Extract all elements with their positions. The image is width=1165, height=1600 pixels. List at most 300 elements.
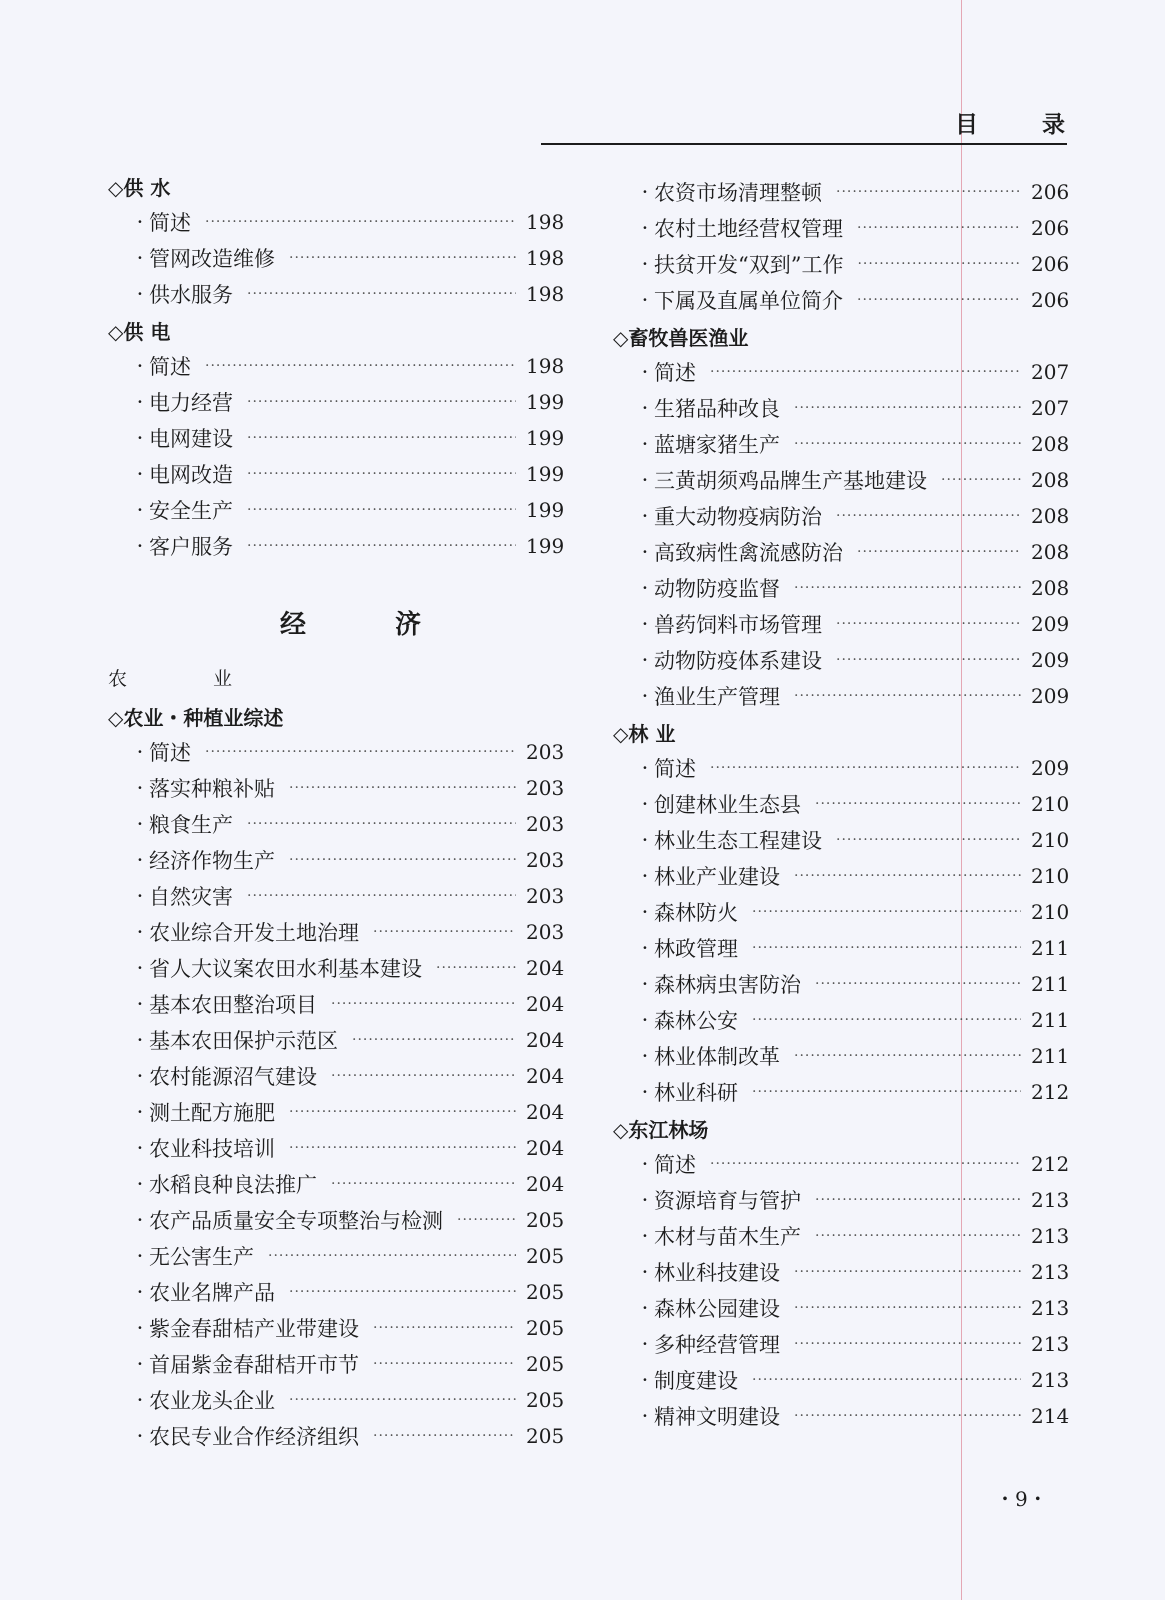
toc-entry[interactable]	[613, 858, 1070, 894]
right-column	[613, 174, 1070, 1434]
entry-title: 林业科技建设	[654, 1261, 780, 1285]
entry-title: 农村能源沼气建设	[149, 1065, 317, 1089]
page-ref: 210	[1031, 828, 1070, 852]
entry-title: 林业生态工程建设	[654, 829, 822, 853]
dot-leader	[815, 796, 1021, 812]
entry-title: 林政管理	[654, 937, 738, 961]
dot-leader	[752, 1372, 1021, 1388]
toc-entry[interactable]	[108, 1202, 565, 1238]
page-ref: 203	[526, 740, 565, 764]
toc-entry[interactable]	[613, 930, 1070, 966]
page-ref: 208	[1031, 576, 1070, 600]
page-ref: 208	[1031, 504, 1070, 528]
dot-leader	[752, 904, 1021, 920]
toc-entry[interactable]	[613, 822, 1070, 858]
dot-leader	[247, 538, 516, 554]
bullet-icon: ·	[641, 576, 649, 600]
toc-entry[interactable]	[613, 498, 1070, 534]
bullet-icon: ·	[641, 1404, 649, 1428]
toc-entry[interactable]	[613, 750, 1070, 786]
bullet-icon: ·	[641, 540, 649, 564]
toc-entry[interactable]	[108, 276, 565, 312]
dot-leader	[247, 394, 516, 410]
page-ref: 214	[1031, 1404, 1070, 1428]
page-ref: 211	[1031, 1044, 1070, 1068]
entry-title: 农资市场清理整顿	[654, 181, 822, 205]
bullet-icon: ·	[136, 210, 144, 234]
section-heading[interactable]: ◇供 水	[108, 175, 171, 200]
dot-leader	[794, 1336, 1021, 1352]
page-ref: 212	[1031, 1152, 1070, 1176]
entry-title: 多种经营管理	[654, 1333, 780, 1357]
entry-title: 农业龙头企业	[149, 1389, 275, 1413]
dot-leader	[331, 1176, 516, 1192]
toc-entry[interactable]	[613, 1254, 1070, 1290]
bullet-icon: ·	[136, 1280, 144, 1304]
bullet-icon: ·	[136, 426, 144, 450]
entry-title: 木材与苗木生产	[654, 1225, 801, 1249]
bullet-icon: ·	[136, 282, 144, 306]
page-ref: 211	[1031, 972, 1070, 996]
page-ref: 208	[1031, 468, 1070, 492]
page-ref: 203	[526, 920, 565, 944]
dot-leader	[331, 1068, 516, 1084]
dot-leader	[794, 688, 1021, 704]
dot-leader	[794, 580, 1021, 596]
page-ref: 212	[1031, 1080, 1070, 1104]
page-ref: 203	[526, 884, 565, 908]
left-column-top	[108, 168, 565, 564]
dot-leader	[289, 1392, 516, 1408]
bullet-icon: ·	[136, 1064, 144, 1088]
toc-entry[interactable]	[613, 174, 1070, 210]
toc-entry[interactable]	[108, 1130, 565, 1166]
toc-entry[interactable]	[613, 606, 1070, 642]
bullet-icon: ·	[641, 1152, 649, 1176]
page-ref: 213	[1031, 1368, 1070, 1392]
page-ref: 213	[1031, 1188, 1070, 1212]
page-ref: 199	[526, 390, 565, 414]
toc-entry[interactable]	[108, 528, 565, 564]
dot-leader	[247, 816, 516, 832]
entry-title: 客户服务	[149, 535, 233, 559]
page-ref: 205	[526, 1316, 565, 1340]
dot-leader	[794, 400, 1021, 416]
bullet-icon: ·	[641, 1368, 649, 1392]
toc-entry[interactable]	[108, 734, 565, 770]
entry-title: 省人大议案农田水利基本建设	[149, 957, 422, 981]
page-ref: 198	[526, 210, 565, 234]
bullet-icon: ·	[641, 1224, 649, 1248]
dot-leader	[457, 1212, 516, 1228]
toc-entry[interactable]	[613, 1002, 1070, 1038]
bullet-icon: ·	[641, 684, 649, 708]
entry-title: 紫金春甜桔产业带建设	[149, 1317, 359, 1341]
entry-title: 重大动物疫病防治	[654, 505, 822, 529]
bullet-icon: ·	[641, 828, 649, 852]
bullet-icon: ·	[136, 462, 144, 486]
dot-leader	[794, 1300, 1021, 1316]
dot-leader	[373, 1356, 516, 1372]
toc-entry[interactable]	[613, 1398, 1070, 1434]
toc-entry[interactable]	[108, 878, 565, 914]
toc-entry[interactable]	[613, 1290, 1070, 1326]
toc-entry[interactable]	[108, 348, 565, 384]
dot-leader	[289, 250, 516, 266]
entry-title: 林业科研	[654, 1081, 738, 1105]
bullet-icon: ·	[136, 1028, 144, 1052]
toc-entry[interactable]	[108, 1238, 565, 1274]
dot-leader	[857, 220, 1021, 236]
entry-title: 水稻良种良法推广	[149, 1173, 317, 1197]
entry-title: 森林防火	[654, 901, 738, 925]
bullet-icon: ·	[136, 390, 144, 414]
bullet-icon: ·	[641, 1080, 649, 1104]
bullet-icon: ·	[641, 1260, 649, 1284]
toc-entry[interactable]	[108, 456, 565, 492]
page-ref: 213	[1031, 1224, 1070, 1248]
dot-leader	[857, 256, 1021, 272]
toc-entry[interactable]	[613, 390, 1070, 426]
dot-leader	[941, 472, 1021, 488]
dot-leader	[752, 940, 1021, 956]
entry-title: 农业综合开发土地治理	[149, 921, 359, 945]
bullet-icon: ·	[641, 1188, 649, 1212]
page-ref: 199	[526, 498, 565, 522]
entry-title: 精神文明建设	[654, 1405, 780, 1429]
page-ref: 198	[526, 282, 565, 306]
bullet-icon: ·	[641, 180, 649, 204]
toc-entry[interactable]	[108, 1346, 565, 1382]
section-heading[interactable]: ◇供 电	[108, 319, 171, 344]
page-ref: 204	[526, 1064, 565, 1088]
entry-title: 电网改造	[149, 463, 233, 487]
dot-leader	[373, 924, 516, 940]
entry-title: 兽药饲料市场管理	[654, 613, 822, 637]
dot-leader	[815, 976, 1021, 992]
entry-title: 基本农田整治项目	[149, 993, 317, 1017]
bullet-icon: ·	[136, 740, 144, 764]
toc-entry[interactable]	[613, 1182, 1070, 1218]
dot-leader	[205, 214, 516, 230]
page-ref: 209	[1031, 648, 1070, 672]
entry-title: 扶贫开发“双到”工作	[654, 253, 844, 277]
entry-title: 农业名牌产品	[149, 1281, 275, 1305]
entry-title: 简述	[149, 211, 191, 235]
entry-title: 渔业生产管理	[654, 685, 780, 709]
toc-entry[interactable]	[108, 240, 565, 276]
entry-title: 安全生产	[149, 499, 233, 523]
toc-entry[interactable]	[108, 1382, 565, 1418]
dot-leader	[710, 364, 1021, 380]
page-ref: 210	[1031, 900, 1070, 924]
entry-title: 供水服务	[149, 283, 233, 307]
entry-title: 资源培育与管护	[654, 1189, 801, 1213]
bullet-icon: ·	[641, 1296, 649, 1320]
dot-leader	[836, 832, 1021, 848]
page-ref: 204	[526, 1136, 565, 1160]
toc-entry[interactable]	[108, 384, 565, 420]
bullet-icon: ·	[136, 534, 144, 558]
entry-title: 林业体制改革	[654, 1045, 780, 1069]
section-heading[interactable]: ◇东江林场	[613, 1117, 709, 1142]
toc-entry[interactable]	[108, 950, 565, 986]
section-heading[interactable]: ◇畜牧兽医渔业	[613, 325, 749, 350]
toc-entry[interactable]	[108, 1166, 565, 1202]
bullet-icon: ·	[136, 1244, 144, 1268]
page-ref: 198	[526, 246, 565, 270]
entry-title: 电网建设	[149, 427, 233, 451]
toc-entry[interactable]	[613, 426, 1070, 462]
entry-title: 简述	[149, 741, 191, 765]
toc-entry[interactable]	[108, 842, 565, 878]
entry-title: 动物防疫监督	[654, 577, 780, 601]
dot-leader	[289, 1140, 516, 1156]
page-ref: 211	[1031, 1008, 1070, 1032]
page-ref: 208	[1031, 540, 1070, 564]
toc-entry[interactable]	[108, 986, 565, 1022]
bullet-icon: ·	[136, 1100, 144, 1124]
toc-entry[interactable]	[613, 966, 1070, 1002]
entry-title: 粮食生产	[149, 813, 233, 837]
bullet-icon: ·	[641, 612, 649, 636]
bullet-icon: ·	[641, 756, 649, 780]
toc-entry[interactable]	[613, 786, 1070, 822]
left-column-bottom	[108, 698, 565, 1454]
page-ref: 205	[526, 1424, 565, 1448]
dot-leader	[247, 888, 516, 904]
toc-entry[interactable]	[613, 354, 1070, 390]
bullet-icon: ·	[136, 1136, 144, 1160]
entry-title: 电力经营	[149, 391, 233, 415]
page-ref: 210	[1031, 792, 1070, 816]
dot-leader	[794, 868, 1021, 884]
dot-leader	[205, 358, 516, 374]
toc-entry[interactable]	[613, 642, 1070, 678]
bullet-icon: ·	[136, 1424, 144, 1448]
bullet-icon: ·	[641, 504, 649, 528]
toc-entry[interactable]	[108, 806, 565, 842]
bullet-icon: ·	[641, 792, 649, 816]
bullet-icon: ·	[641, 432, 649, 456]
entry-title: 三黄胡须鸡品牌生产基地建设	[654, 469, 927, 493]
toc-entry[interactable]	[613, 1326, 1070, 1362]
bullet-icon: ·	[136, 812, 144, 836]
bullet-icon: ·	[136, 1388, 144, 1412]
page-ref: 198	[526, 354, 565, 378]
toc-entry[interactable]	[613, 1218, 1070, 1254]
entry-title: 蓝塘家猪生产	[654, 433, 780, 457]
running-header: 目 录	[955, 112, 1094, 138]
entry-title: 林业产业建设	[654, 865, 780, 889]
toc-entry[interactable]	[108, 1274, 565, 1310]
bullet-icon: ·	[641, 936, 649, 960]
part-title: 经 济	[280, 610, 462, 640]
toc-entry[interactable]	[613, 210, 1070, 246]
dot-leader	[289, 1104, 516, 1120]
page-ref: 208	[1031, 432, 1070, 456]
dot-leader	[247, 430, 516, 446]
toc-entry[interactable]	[108, 770, 565, 806]
bullet-icon: ·	[641, 1332, 649, 1356]
dot-leader	[247, 286, 516, 302]
bullet-icon: ·	[641, 360, 649, 384]
dot-leader	[836, 652, 1021, 668]
entry-title: 农民专业合作经济组织	[149, 1425, 359, 1449]
bullet-icon: ·	[641, 864, 649, 888]
bullet-icon: ·	[136, 354, 144, 378]
toc-entry[interactable]	[108, 1094, 565, 1130]
page-ref: 213	[1031, 1332, 1070, 1356]
entry-title: 创建林业生态县	[654, 793, 801, 817]
page-ref: 207	[1031, 360, 1070, 384]
toc-entry[interactable]	[108, 1022, 565, 1058]
toc-entry[interactable]	[613, 282, 1070, 318]
toc-entry[interactable]	[108, 1310, 565, 1346]
dot-leader	[289, 852, 516, 868]
toc-entry[interactable]	[108, 1418, 565, 1454]
page-ref: 204	[526, 992, 565, 1016]
entry-title: 农业科技培训	[149, 1137, 275, 1161]
toc-entry[interactable]	[613, 1074, 1070, 1110]
entry-title: 制度建设	[654, 1369, 738, 1393]
toc-entry[interactable]	[613, 534, 1070, 570]
dot-leader	[352, 1032, 516, 1048]
entry-title: 简述	[149, 355, 191, 379]
dot-leader	[794, 436, 1021, 452]
dot-leader	[794, 1048, 1021, 1064]
toc-entry[interactable]	[613, 678, 1070, 714]
bullet-icon: ·	[641, 972, 649, 996]
page-ref: 203	[526, 848, 565, 872]
toc-entry[interactable]	[613, 246, 1070, 282]
bullet-icon: ·	[136, 1172, 144, 1196]
toc-entry[interactable]	[613, 1362, 1070, 1398]
entry-title: 自然灾害	[149, 885, 233, 909]
bullet-icon: ·	[641, 468, 649, 492]
page-ref: 205	[526, 1244, 565, 1268]
dot-leader	[289, 1284, 516, 1300]
dot-leader	[268, 1248, 516, 1264]
dot-leader	[331, 996, 516, 1012]
dot-leader	[247, 502, 516, 518]
toc-entry[interactable]	[108, 420, 565, 456]
dot-leader	[815, 1228, 1021, 1244]
bullet-icon: ·	[641, 216, 649, 240]
toc-entry[interactable]	[613, 1146, 1070, 1182]
page-number: ・9・	[995, 1487, 1048, 1511]
page-ref: 203	[526, 776, 565, 800]
bullet-icon: ·	[136, 1208, 144, 1232]
bullet-icon: ·	[136, 1316, 144, 1340]
entry-title: 落实种粮补贴	[149, 777, 275, 801]
bullet-icon: ·	[641, 1044, 649, 1068]
page-ref: 207	[1031, 396, 1070, 420]
page-ref: 199	[526, 426, 565, 450]
dot-leader	[836, 616, 1021, 632]
page-ref: 199	[526, 534, 565, 558]
page-ref: 204	[526, 956, 565, 980]
page-ref: 199	[526, 462, 565, 486]
bullet-icon: ·	[136, 776, 144, 800]
header-rule	[541, 143, 1067, 145]
entry-title: 动物防疫体系建设	[654, 649, 822, 673]
bullet-icon: ·	[641, 900, 649, 924]
page-ref: 205	[526, 1280, 565, 1304]
toc-entry[interactable]	[108, 492, 565, 528]
page-ref: 204	[526, 1028, 565, 1052]
page-ref: 209	[1031, 684, 1070, 708]
page-ref: 203	[526, 812, 565, 836]
entry-title: 首届紫金春甜桔开市节	[149, 1353, 359, 1377]
page-ref: 206	[1031, 180, 1070, 204]
page-ref: 205	[526, 1388, 565, 1412]
bullet-icon: ·	[136, 956, 144, 980]
page-ref: 205	[526, 1352, 565, 1376]
toc-entry[interactable]	[108, 204, 565, 240]
dot-leader	[857, 544, 1021, 560]
entry-title: 森林病虫害防治	[654, 973, 801, 997]
entry-title: 基本农田保护示范区	[149, 1029, 338, 1053]
page-ref: 204	[526, 1172, 565, 1196]
dot-leader	[752, 1084, 1021, 1100]
entry-title: 简述	[654, 1153, 696, 1177]
bullet-icon: ·	[641, 648, 649, 672]
toc-entry[interactable]	[613, 1038, 1070, 1074]
dot-leader	[752, 1012, 1021, 1028]
dot-leader	[247, 466, 516, 482]
dot-leader	[373, 1320, 516, 1336]
entry-title: 高致病性禽流感防治	[654, 541, 843, 565]
dot-leader	[289, 780, 516, 796]
bullet-icon: ·	[641, 1008, 649, 1032]
page-ref: 210	[1031, 864, 1070, 888]
page-ref: 206	[1031, 252, 1070, 276]
entry-title: 森林公园建设	[654, 1297, 780, 1321]
bullet-icon: ·	[641, 396, 649, 420]
bullet-icon: ·	[136, 1352, 144, 1376]
dot-leader	[436, 960, 516, 976]
entry-title: 无公害生产	[149, 1245, 254, 1269]
entry-title: 简述	[654, 361, 696, 385]
entry-title: 森林公安	[654, 1009, 738, 1033]
bullet-icon: ·	[136, 992, 144, 1016]
entry-title: 农村土地经营权管理	[654, 217, 843, 241]
dot-leader	[710, 1156, 1021, 1172]
entry-title: 下属及直属单位简介	[654, 289, 843, 313]
entry-title: 简述	[654, 757, 696, 781]
dot-leader	[815, 1192, 1021, 1208]
page-ref: 209	[1031, 756, 1070, 780]
toc-entry[interactable]	[613, 462, 1070, 498]
dot-leader	[836, 508, 1021, 524]
page-ref: 213	[1031, 1296, 1070, 1320]
toc-entry[interactable]	[108, 914, 565, 950]
subsection-title: 农 业	[108, 668, 273, 690]
toc-entry[interactable]	[613, 570, 1070, 606]
dot-leader	[710, 760, 1021, 776]
section-heading[interactable]: ◇林 业	[613, 721, 676, 746]
page-ref: 206	[1031, 216, 1070, 240]
section-heading[interactable]: ◇农业・种植业综述	[108, 705, 284, 730]
bullet-icon: ·	[641, 252, 649, 276]
bullet-icon: ·	[136, 848, 144, 872]
bullet-icon: ·	[136, 246, 144, 270]
toc-entry[interactable]	[108, 1058, 565, 1094]
entry-title: 测土配方施肥	[149, 1101, 275, 1125]
toc-entry[interactable]	[613, 894, 1070, 930]
dot-leader	[794, 1264, 1021, 1280]
